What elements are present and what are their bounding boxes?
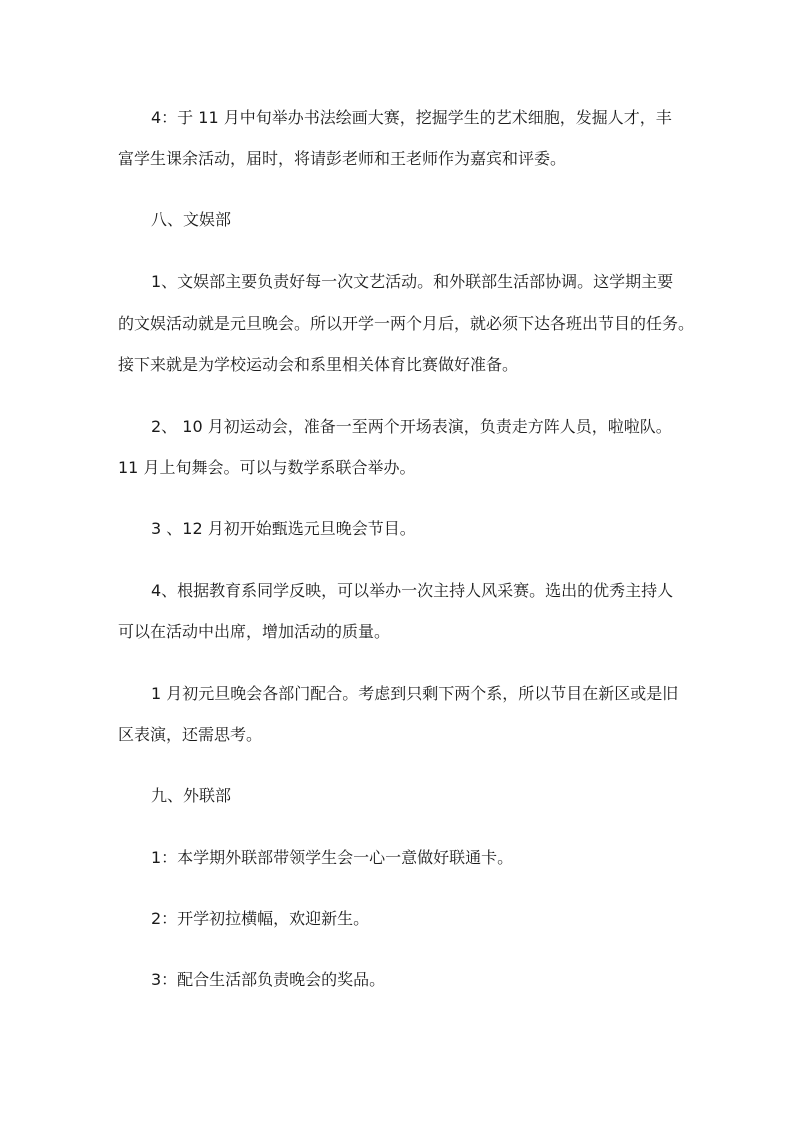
paragraph-line: 1 月初元旦晚会各部门配合。考虑到只剩下两个系，所以节目在新区或是旧 — [151, 684, 679, 703]
paragraph-line: 区表演，还需思考。 — [118, 725, 263, 744]
paragraph-line: 11 月上旬舞会。可以与数学系联合举办。 — [118, 458, 416, 477]
paragraph-line: 富学生课余活动，届时，将请彭老师和王老师作为嘉宾和评委。 — [118, 149, 567, 168]
paragraph-line: 4：于 11 月中旬举办书法绘画大赛，挖掘学生的艺术细胞，发掘人才，丰 — [151, 108, 672, 127]
paragraph-line: 3 、12 月初开始甄选元旦晚会节目。 — [151, 519, 416, 538]
section-heading: 九、外联部 — [151, 786, 232, 805]
paragraph-line: 2：开学初拉横幅，欢迎新生。 — [151, 909, 370, 928]
paragraph-line: 3：配合生活部负责晚会的奖品。 — [151, 970, 386, 989]
paragraph-line: 4、根据教育系同学反映，可以举办一次主持人风采赛。选出的优秀主持人 — [151, 581, 674, 600]
paragraph-line: 1：本学期外联部带领学生会一心一意做好联通卡。 — [151, 848, 514, 867]
section-heading: 八、文娱部 — [151, 210, 232, 229]
paragraph-line: 接下来就是为学校运动会和系里相关体育比赛做好准备。 — [118, 355, 519, 374]
paragraph-line: 2、 10 月初运动会，准备一至两个开场表演，负责走方阵人员，啦啦队。 — [151, 417, 672, 436]
paragraph-line: 可以在活动中出席，增加活动的质量。 — [118, 622, 391, 641]
paragraph-line: 的文娱活动就是元旦晚会。所以开学一两个月后，就必须下达各班出节目的任务。 — [118, 314, 695, 333]
paragraph-line: 1、文娱部主要负责好每一次文艺活动。和外联部生活部协调。这学期主要 — [151, 272, 674, 291]
